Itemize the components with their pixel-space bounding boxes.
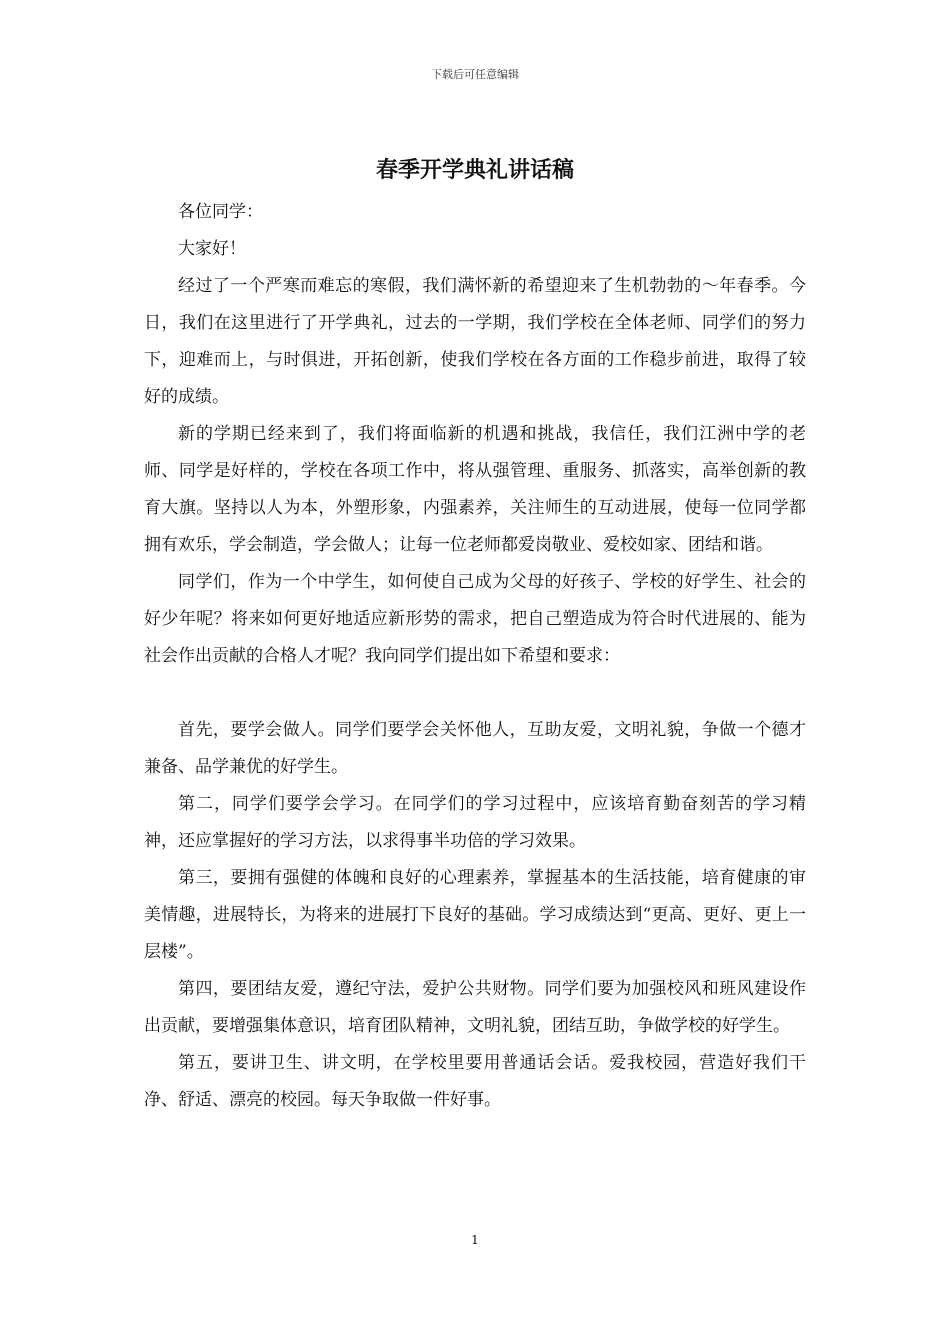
body-paragraph: 第三，要拥有强健的体魄和良好的心理素养，掌握基本的生活技能，培育健康的审美情趣，进展特长，为将来的进展打下良好的基础。学习成绩达到“更高、更好、更上一层楼”。 xyxy=(144,868,806,962)
body-paragraph: 同学们，作为一个中学生，如何使自己成为父母的好孩子、学校的好学生、社会的好少年呢？将来如何更好地适应新形势的需求，把自己塑造成为符合时代进展的、能为社会作出贡献的合格人才呢？我向同学们提出如下希望和要求： xyxy=(144,572,806,666)
body-paragraph: 第四，要团结友爱，遵纪守法，爱护公共财物。同学们要为加强校风和班风建设作出贡献，要增强集体意识，培育团队精神，文明礼貌，团结互助，争做学校的好学生。 xyxy=(144,979,806,1036)
body-paragraph: 经过了一个严寒而难忘的寒假，我们满怀新的希望迎来了生机勃勃的～年春季。今日，我们在这里进行了开学典礼，过去的一学期，我们学校在全体老师、同学们的努力下，迎难而上，与时俱进，开拓创新，使我们学校在各方面的工作稳步前进，取得了较好的成绩。 xyxy=(144,276,806,407)
salutation-paragraph: 各位同学： xyxy=(178,202,263,222)
body-paragraph: 第五，要讲卫生、讲文明，在学校里要用普通话会话。爱我校园，营造好我们干净、舒适、漂亮的校园。每天争取做一件好事。 xyxy=(144,1053,806,1110)
page-number: 1 xyxy=(471,1233,479,1247)
body-paragraph: 首先，要学会做人。同学们要学会关怀他人，互助友爱，文明礼貌，争做一个德才兼备、品学兼优的好学生。 xyxy=(144,720,806,777)
greeting-paragraph: 大家好！ xyxy=(178,239,246,259)
paragraph-spacer xyxy=(144,675,806,712)
document-title: 春季开学典礼讲话稿 xyxy=(375,157,574,183)
document-body xyxy=(144,194,806,1119)
page-header-note: 下载后可任意编辑 xyxy=(431,68,519,81)
body-paragraph: 第二，同学们要学会学习。在同学们的学习过程中，应该培育勤奋刻苦的学习精神，还应掌握好的学习方法，以求得事半功倍的学习效果。 xyxy=(144,794,806,851)
body-paragraph: 新的学期已经来到了，我们将面临新的机遇和挑战，我信任，我们江洲中学的老师、同学是好样的，学校在各项工作中，将从强管理、重服务、抓落实，高举创新的教育大旗。坚持以人为本，外塑形象，内强素养，关注师生的互动进展，使每一位同学都拥有欢乐，学会制造，学会做人；让每一位老师都爱岗敬业、爱校如家、团结和谐。 xyxy=(144,424,806,555)
